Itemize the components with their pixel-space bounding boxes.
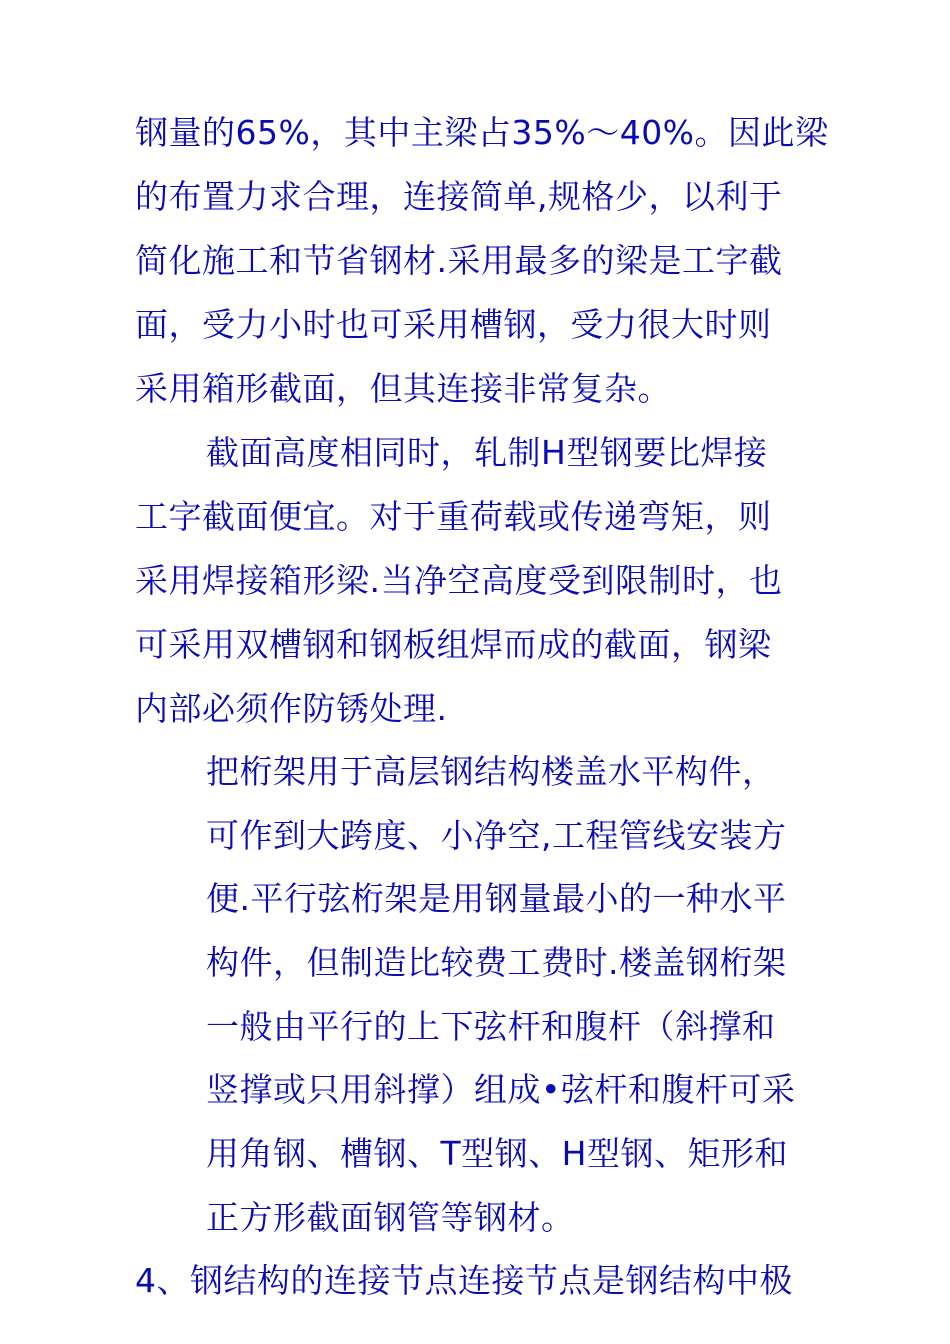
text-line: 可作到大跨度、小净空,工程管线安装方 (206, 816, 787, 855)
text-line: 采用焊接箱形梁.当净空高度受到限制时，也 (135, 561, 783, 600)
text-line: 用角钢、槽钢、T型钢、H型钢、矩形和 (206, 1134, 788, 1173)
text-line: 钢量的65%，其中主梁占35%～40%。因此梁 (135, 113, 829, 152)
text-line: 的布置力求合理，连接简单,规格少，以利于 (135, 177, 783, 216)
text-line: 正方形截面钢管等钢材。 (206, 1198, 575, 1237)
text-line: 竖撑或只用斜撑）组成•弦杆和腹杆可采 (206, 1070, 796, 1109)
text-line: 可采用双槽钢和钢板组焊而成的截面，钢梁 (135, 625, 772, 664)
text-line: 内部必须作防锈处理. (135, 689, 448, 728)
text-line: 工字截面便宜。对于重荷载或传递弯矩，则 (135, 497, 772, 536)
section-heading: 4、钢结构的连接节点连接节点是钢结构中极 (135, 1261, 793, 1300)
text-line: 简化施工和节省钢材.采用最多的梁是工字截 (135, 241, 783, 280)
text-line: 构件，但制造比较费工费时.楼盖钢桁架 (206, 943, 787, 982)
text-line: 采用箱形截面，但其连接非常复杂。 (135, 369, 671, 408)
text-line: 截面高度相同时，轧制H型钢要比焊接 (206, 433, 768, 472)
text-line: 一般由平行的上下弦杆和腹杆（斜撑和 (206, 1007, 776, 1046)
text-line: 把桁架用于高层钢结构楼盖水平构件， (206, 752, 776, 791)
text-line: 便.平行弦桁架是用钢量最小的一种水平 (206, 879, 787, 918)
text-line: 面，受力小时也可采用槽钢，受力很大时则 (135, 305, 772, 344)
